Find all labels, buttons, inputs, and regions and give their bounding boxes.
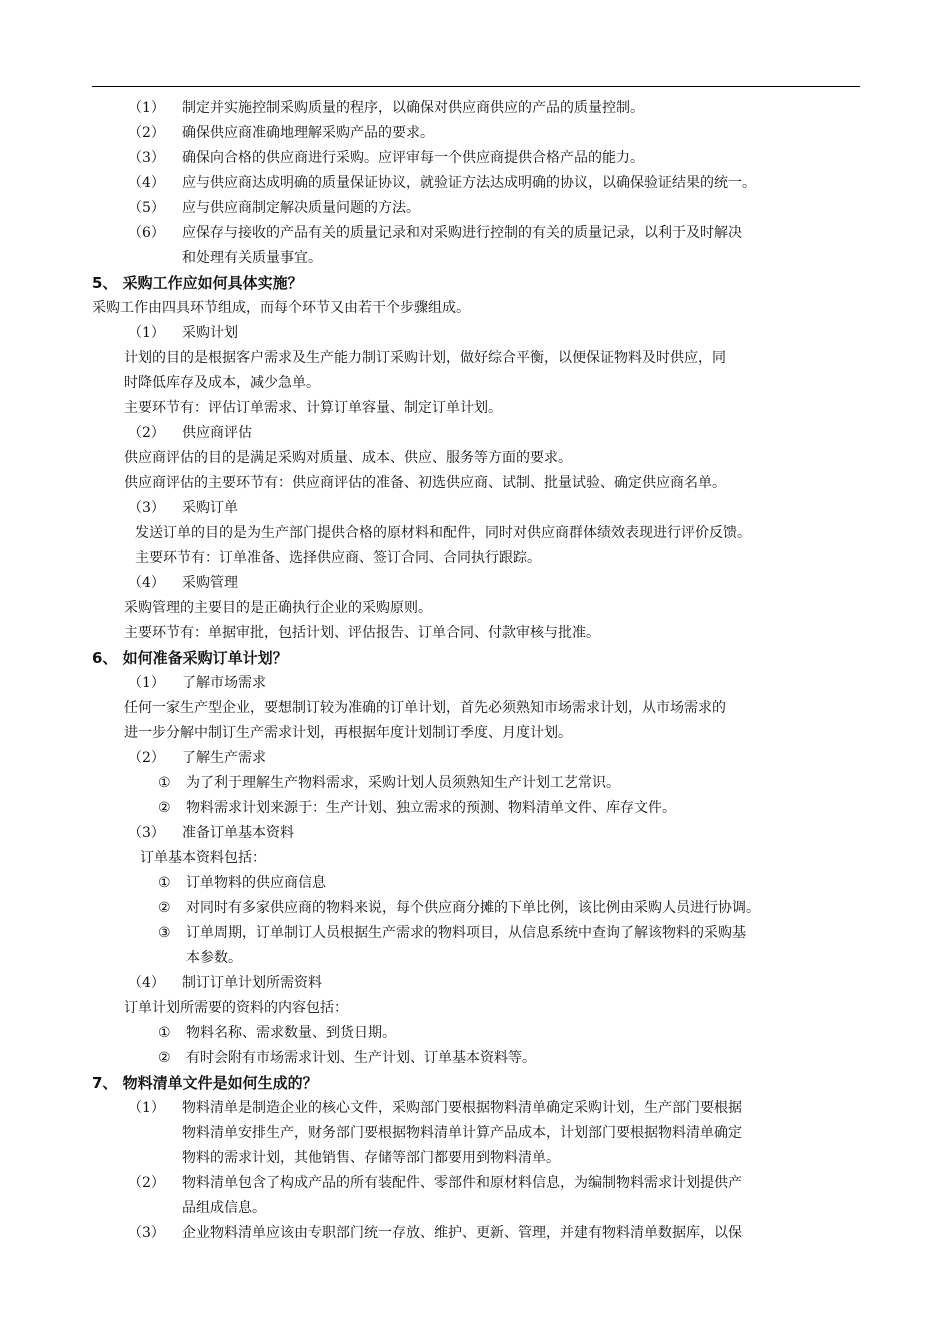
circled-number: ②: [158, 1050, 171, 1066]
item-number: （3）: [128, 500, 165, 516]
list-item-text: 和处理有关质量事宜。: [182, 250, 322, 266]
list-item-number: （4）: [128, 175, 165, 191]
list-item-text: 应与供应商达成明确的质量保证协议，就验证方法达成明确的协议，以确保验证结果的统一。: [182, 175, 756, 191]
circled-number: ②: [158, 800, 171, 816]
sub-item-text: 物料名称、需求数量、到货日期。: [186, 1025, 396, 1041]
paragraph: 主要环节有：评估订单需求、计算订单容量、制定订单计划。: [124, 400, 502, 416]
paragraph: 订单计划所需要的资料的内容包括：: [124, 1000, 348, 1016]
item-number: （2）: [128, 1175, 165, 1191]
item-number: （1）: [128, 675, 165, 691]
list-item-text: 应与供应商制定解决质量问题的方法。: [182, 200, 420, 216]
circled-number: ②: [158, 900, 171, 916]
circled-number: ③: [158, 925, 171, 941]
list-item-number: （1）: [128, 100, 165, 116]
list-item-number: （2）: [128, 125, 165, 141]
section-heading: 6、 如何准备采购订单计划？: [92, 649, 288, 667]
item-number: （1）: [128, 1100, 165, 1116]
item-label: 了解生产需求: [182, 750, 266, 766]
item-number: （3）: [128, 825, 165, 841]
section-heading: 5、 采购工作应如何具体实施？: [92, 274, 303, 292]
item-text: 企业物料清单应该由专职部门统一存放、维护、更新、管理，并建有物料清单数据库，以保: [182, 1225, 742, 1241]
sub-item-text: 对同时有多家供应商的物料来说，每个供应商分摊的下单比例，该比例由采购人员进行协调。: [186, 900, 760, 916]
list-item-number: （3）: [128, 150, 165, 166]
paragraph: 供应商评估的主要环节有：供应商评估的准备、初选供应商、试制、批量试验、确定供应商名单。: [124, 475, 726, 491]
paragraph: 任何一家生产型企业，要想制订较为准确的订单计划，首先必须熟知市场需求计划，从市场需求的: [124, 700, 726, 716]
sub-item-text: 本参数。: [186, 950, 242, 966]
item-label: 供应商评估: [182, 425, 252, 441]
paragraph: 主要环节有：订单准备、选择供应商、签订合同、合同执行跟踪。: [135, 550, 541, 566]
paragraph: 进一步分解中制订生产需求计划，再根据年度计划制订季度、月度计划。: [124, 725, 572, 741]
circled-number: ①: [158, 1025, 171, 1041]
item-label: 采购计划: [182, 325, 238, 341]
paragraph: 计划的目的是根据客户需求及生产能力制订采购计划，做好综合平衡，以便保证物料及时供应，同: [124, 350, 726, 366]
item-number: （2）: [128, 425, 165, 441]
item-text: 品组成信息。: [182, 1200, 266, 1216]
section-heading: 7、 物料清单文件是如何生成的？: [92, 1074, 318, 1092]
list-item-number: （6）: [128, 225, 165, 241]
item-text: 物料清单是制造企业的核心文件，采购部门要根据物料清单确定采购计划，生产部门要根据: [182, 1100, 742, 1116]
list-item-text: 应保存与接收的产品有关的质量记录和对采购进行控制的有关的质量记录，以利于及时解决: [182, 225, 742, 241]
sub-item-text: 订单物料的供应商信息: [186, 875, 326, 891]
sub-item-text: 为了利于理解生产物料需求，采购计划人员须熟知生产计划工艺常识。: [186, 775, 620, 791]
item-text: 物料清单安排生产，财务部门要根据物料清单计算产品成本，计划部门要根据物料清单确定: [182, 1125, 742, 1141]
paragraph: 主要环节有：单据审批，包括计划、评估报告、订单合同、付款审核与批准。: [124, 625, 600, 641]
list-item-number: （5）: [128, 200, 165, 216]
item-label: 准备订单基本资料: [182, 825, 294, 841]
item-text: 物料的需求计划，其他销售、存储等部门都要用到物料清单。: [182, 1150, 560, 1166]
circled-number: ①: [158, 875, 171, 891]
item-number: （3）: [128, 1225, 165, 1241]
sub-item-text: 物料需求计划来源于：生产计划、独立需求的预测、物料清单文件、库存文件。: [186, 800, 676, 816]
item-label: 了解市场需求: [182, 675, 266, 691]
item-number: （2）: [128, 750, 165, 766]
sub-item-text: 订单周期，订单制订人员根据生产需求的物料项目，从信息系统中查询了解该物料的采购基: [186, 925, 746, 941]
list-item-text: 制定并实施控制采购质量的程序，以确保对供应商供应的产品的质量控制。: [182, 100, 644, 116]
item-label: 采购订单: [182, 500, 238, 516]
item-label: 制订订单计划所需资料: [182, 975, 322, 991]
header-rule: [92, 86, 860, 87]
list-item-text: 确保供应商准确地理解采购产品的要求。: [182, 125, 434, 141]
item-label: 采购管理: [182, 575, 238, 591]
sub-item-text: 有时会附有市场需求计划、生产计划、订单基本资料等。: [186, 1050, 536, 1066]
item-text: 物料清单包含了构成产品的所有装配件、零部件和原材料信息，为编制物料需求计划提供产: [182, 1175, 742, 1191]
paragraph: 订单基本资料包括：: [140, 850, 266, 866]
paragraph: 供应商评估的目的是满足采购对质量、成本、供应、服务等方面的要求。: [124, 450, 572, 466]
list-item-text: 确保向合格的供应商进行采购。应评审每一个供应商提供合格产品的能力。: [182, 150, 644, 166]
paragraph: 发送订单的目的是为生产部门提供合格的原材料和配件，同时对供应商群体绩效表现进行评价反馈。: [135, 525, 751, 541]
paragraph: 时降低库存及成本，减少急单。: [124, 375, 320, 391]
item-number: （4）: [128, 575, 165, 591]
circled-number: ①: [158, 775, 171, 791]
paragraph: 采购管理的主要目的是正确执行企业的采购原则。: [124, 600, 432, 616]
item-number: （4）: [128, 975, 165, 991]
section-intro: 采购工作由四具环节组成，而每个环节又由若干个步骤组成。: [92, 300, 470, 316]
item-number: （1）: [128, 325, 165, 341]
